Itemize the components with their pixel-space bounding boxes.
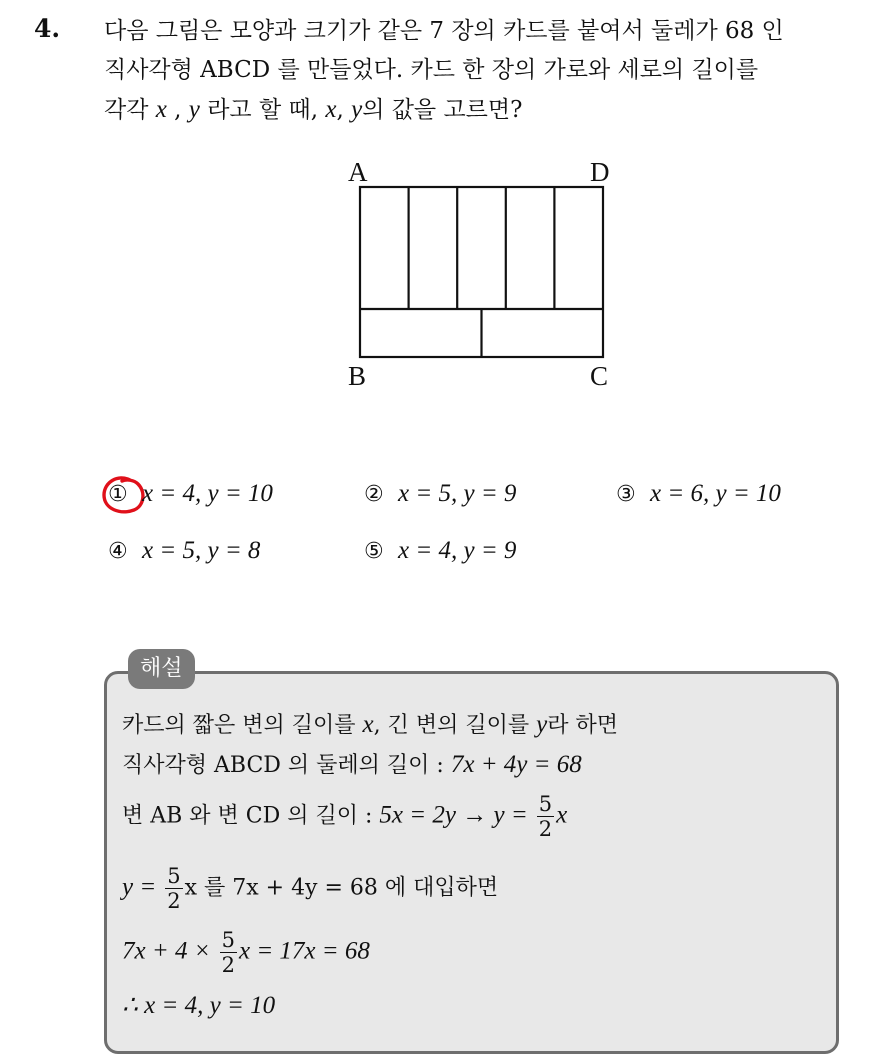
vertex-label-d: D: [590, 157, 610, 187]
choice-number-5: ⑤: [364, 539, 384, 564]
solution-line-4: y = $\frac{5}{2}$ x 를 7x + 4y = 68 에 대입하면: [122, 864, 499, 913]
choice-number-4: ④: [108, 539, 128, 564]
vertex-label-b: B: [348, 361, 367, 391]
choice-number-2: ②: [364, 482, 384, 507]
solution-line-2: 직사각형 ABCD 의 둘레의 길이 : 7x + 4y = 68: [122, 751, 582, 778]
solution-tag: 해설: [128, 649, 195, 689]
choice-5[interactable]: [364, 537, 516, 565]
solution-line-5: 7x + 4 × $\frac{5}{2}$ x = 17x = 68: [122, 928, 370, 977]
solution-line-3: 변 AB 와 변 CD 의 길이 : 5x = 2y → y = $\frac{5}{2}$ x: [122, 792, 568, 841]
question-number: 4.: [34, 14, 61, 43]
choice-text-4: x = 5, y = 8: [142, 537, 261, 564]
choice-number-3: ③: [616, 482, 636, 507]
question-line-1: 다음 그림은 모양과 크기가 같은 7 장의 카드를 붙여서 둘레가 68 인: [104, 18, 784, 44]
vertex-label-c: C: [590, 361, 609, 391]
choice-text-3: x = 6, y = 10: [650, 480, 781, 507]
choice-text-1: x = 4, y = 10: [142, 480, 273, 507]
solution-line-6: ∴ x = 4, y = 10: [122, 992, 276, 1019]
solution-line-1: 카드의 짧은 변의 길이를 x, 긴 변의 길이를 y라 하면: [122, 711, 618, 738]
choice-text-5: x = 4, y = 9: [398, 537, 517, 564]
rectangle-figure: [340, 155, 630, 395]
fraction-5-over-2: $\frac{5}{2}$: [167, 864, 181, 913]
choice-4[interactable]: [108, 537, 260, 565]
fraction-5-over-2: $\frac{5}{2}$: [221, 928, 235, 977]
choice-2[interactable]: [364, 480, 516, 508]
choice-number-1: ①: [108, 482, 128, 507]
question-line-2: 직사각형 ABCD 를 만들었다. 카드 한 장의 가로와 세로의 길이를: [104, 57, 759, 83]
choice-text-2: x = 5, y = 9: [398, 480, 517, 507]
choice-1[interactable]: [108, 480, 273, 508]
question-line-3: 각각 x , y 라고 할 때, x, y의 값을 고르면?: [104, 96, 523, 123]
choice-3[interactable]: [616, 480, 781, 508]
question-text: [104, 12, 869, 130]
vertex-label-a: A: [348, 157, 368, 187]
fraction-5-over-2: $\frac{5}{2}$: [538, 792, 553, 841]
